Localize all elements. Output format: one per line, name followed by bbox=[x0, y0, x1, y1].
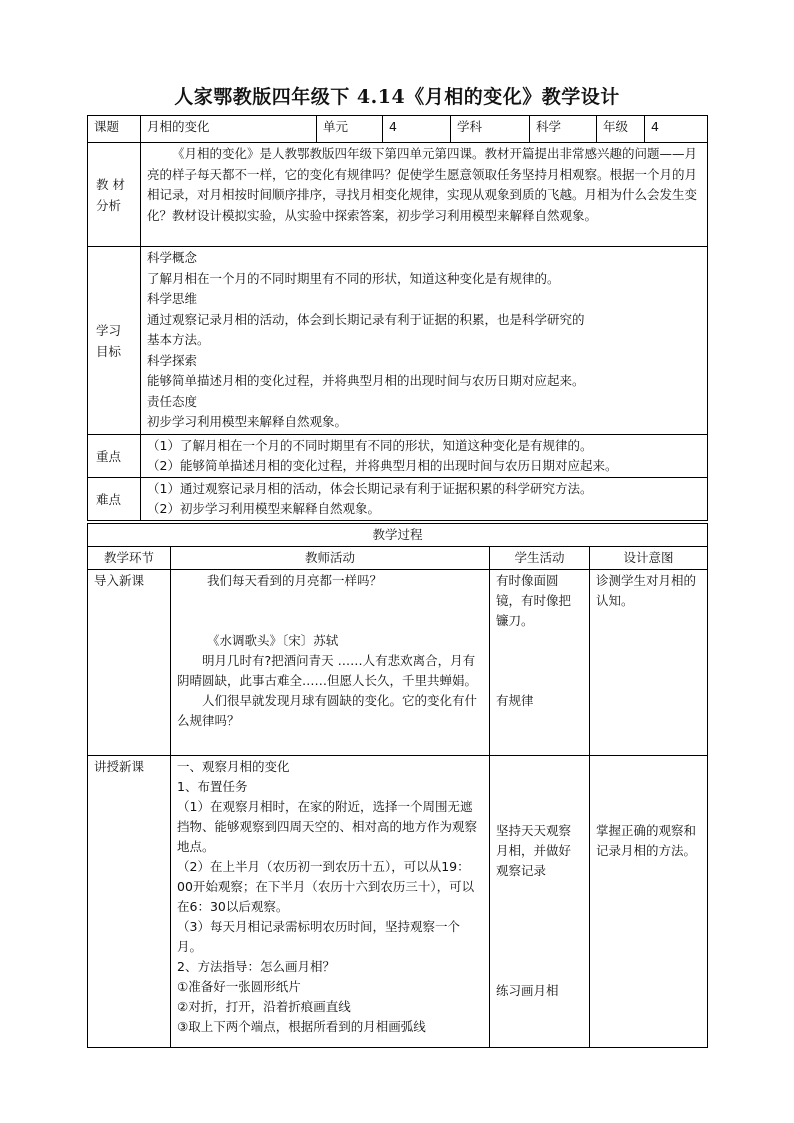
teach-student-2: 练习画月相 bbox=[496, 983, 559, 998]
process-title-row bbox=[88, 524, 708, 547]
teach-teacher bbox=[171, 756, 490, 1048]
objective-line: 初步学习利用模型来解释自然观象。 bbox=[147, 414, 348, 429]
objective-line: 通过观察记录月相的活动，体会到长期记录有利于证据的积累，也是科学研究的 bbox=[147, 311, 585, 327]
xue-ke-value: 科学 bbox=[530, 116, 597, 143]
key-points-row bbox=[88, 435, 708, 478]
process-title: 教学过程 bbox=[88, 524, 708, 547]
analysis-cell bbox=[141, 143, 708, 247]
teach-line: ③取上下两个端点，根据所看到的月相画弧线 bbox=[177, 1019, 426, 1034]
teach-line: 2、方法指导：怎么画月相？ bbox=[177, 959, 335, 974]
poem-text: 明月几时有?把酒问青天 ……人有悲欢离合，月有阴晴圆缺，此事古难全……但愿人长久，千里共蝉娟。 bbox=[177, 653, 478, 688]
analysis-label-line: 分析 bbox=[96, 197, 122, 213]
difficulty-line: （1）通过观察记录月相的活动，体会长期记录有利于证据积累的科学研究方法。 bbox=[147, 481, 593, 496]
key-point-line: （2）能够简单描述月相的变化过程，并将典型月相的出现时间与农历日期对应起来。 bbox=[147, 458, 618, 473]
key-points-cell bbox=[141, 435, 708, 478]
teach-line: （3）每天月相记录需标明农历时间，坚持观察一个月。 bbox=[177, 919, 460, 954]
teach-student bbox=[490, 756, 590, 1048]
objective-line: 科学探索 bbox=[147, 352, 198, 368]
objective-line: 科学概念 bbox=[147, 250, 198, 265]
objective-line: 能够简单描述月相的变化过程，并将典型月相的出现时间与农历日期对应起来。 bbox=[147, 373, 585, 388]
intro-teacher bbox=[171, 570, 490, 756]
teach-stage: 讲授新课 bbox=[88, 756, 171, 1048]
teach-line: （1）在观察月相时，在家的附近，选择一个周围无遮挡物、能够观察到四周天空的、相对高的地方作为观察地点。 bbox=[177, 799, 478, 854]
teaching-process-table bbox=[87, 523, 708, 1048]
key-point-line: （1）了解月相在一个月的不同时期里有不同的形状，知道这种变化是有规律的。 bbox=[147, 438, 593, 453]
difficulties-label: 难点 bbox=[88, 478, 141, 521]
info-row bbox=[88, 116, 708, 143]
teach-student-1: 坚持天天观察月相，并做好观察记录 bbox=[496, 823, 572, 878]
objective-line: 基本方法。 bbox=[147, 332, 210, 347]
header-teacher: 教师活动 bbox=[171, 547, 490, 570]
intro-student-2: 有规律 bbox=[496, 693, 534, 708]
header-stage: 教学环节 bbox=[88, 547, 171, 570]
intro-intent: 诊测学生对月相的认知。 bbox=[590, 570, 708, 756]
objectives-row bbox=[88, 247, 708, 435]
header-student: 学生活动 bbox=[490, 547, 590, 570]
ke-ti-value: 月相的变化 bbox=[141, 116, 317, 143]
objectives-cell bbox=[141, 247, 708, 435]
teach-line: ②对折，打开，沿着折痕画直线 bbox=[177, 999, 351, 1014]
lesson-info-table bbox=[87, 115, 708, 521]
analysis-row bbox=[88, 143, 708, 247]
objective-line: 责任态度 bbox=[147, 393, 198, 409]
teach-line: 1、布置任务 bbox=[177, 779, 248, 794]
teach-line: ①准备好一张圆形纸片 bbox=[177, 979, 301, 994]
intro-student bbox=[490, 570, 590, 756]
objective-line: 了解月相在一个月的不同时期里有不同的形状，知道这种变化是有规律的。 bbox=[147, 270, 560, 286]
poem-title: 《水调歌头》〔宋〕苏轼 bbox=[207, 633, 339, 648]
page-title: 人家鄂教版四年级下 4.14《月相的变化》教学设计 bbox=[174, 86, 620, 108]
teach-row bbox=[88, 756, 708, 1048]
objectives-label-line: 目标 bbox=[96, 343, 122, 359]
analysis-label bbox=[88, 143, 141, 247]
xue-ke-label: 学科 bbox=[451, 116, 530, 143]
dan-yuan-label: 单元 bbox=[317, 116, 383, 143]
difficulties-row bbox=[88, 478, 708, 521]
key-points-label: 重点 bbox=[88, 435, 141, 478]
process-header-row bbox=[88, 547, 708, 570]
intro-row bbox=[88, 570, 708, 756]
intro-student-1: 有时像面圆镜，有时像把镰刀。 bbox=[496, 573, 572, 628]
objectives-label bbox=[88, 247, 141, 435]
nian-ji-label: 年级 bbox=[597, 116, 645, 143]
intro-stage: 导入新课 bbox=[88, 570, 171, 756]
analysis-label-line: 教 材 bbox=[96, 176, 125, 192]
difficulty-line: （2）初步学习利用模型来解释自然观象。 bbox=[147, 501, 380, 516]
nian-ji-value: 4 bbox=[645, 116, 708, 143]
objective-line: 科学思维 bbox=[147, 291, 198, 306]
teach-intent bbox=[590, 756, 708, 1048]
teach-line: 一、观察月相的变化 bbox=[177, 759, 290, 774]
header-intent: 设计意图 bbox=[590, 547, 708, 570]
teach-line: （2）在上半月（农历初一到农历十五），可以从19：00开始观察；在下半月（农历十六到农历三十），可以在6：30以后观察。 bbox=[177, 859, 475, 914]
difficulties-cell bbox=[141, 478, 708, 521]
objectives-label-line: 学习 bbox=[96, 322, 122, 338]
intro-question: 我们每天看到的月亮都一样吗？ bbox=[207, 573, 383, 588]
teach-intent-text: 掌握正确的观察和记录月相的方法。 bbox=[596, 823, 697, 858]
dan-yuan-value: 4 bbox=[383, 116, 451, 143]
ke-ti-label: 课题 bbox=[88, 116, 141, 143]
intro-question-2: 人们很早就发现月球有圆缺的变化。它的变化有什么规律吗？ bbox=[177, 693, 478, 728]
analysis-text: 《月相的变化》是人教鄂教版四年级下第四单元第四课。教材开篇提出非常感兴趣的问题——月亮的样子每天都不一样，它的变化有规律吗？促使学生愿意领取任务坚持月相观察。根据一个月的月相记录，对月相按时间顺序排序，寻找月相变化规律，实现从观象到质的飞越。月相为什么会发生变化？教材设计模拟实验，从实验中探索答案，初步学习利用模型来解释自然观象。 bbox=[147, 146, 698, 223]
